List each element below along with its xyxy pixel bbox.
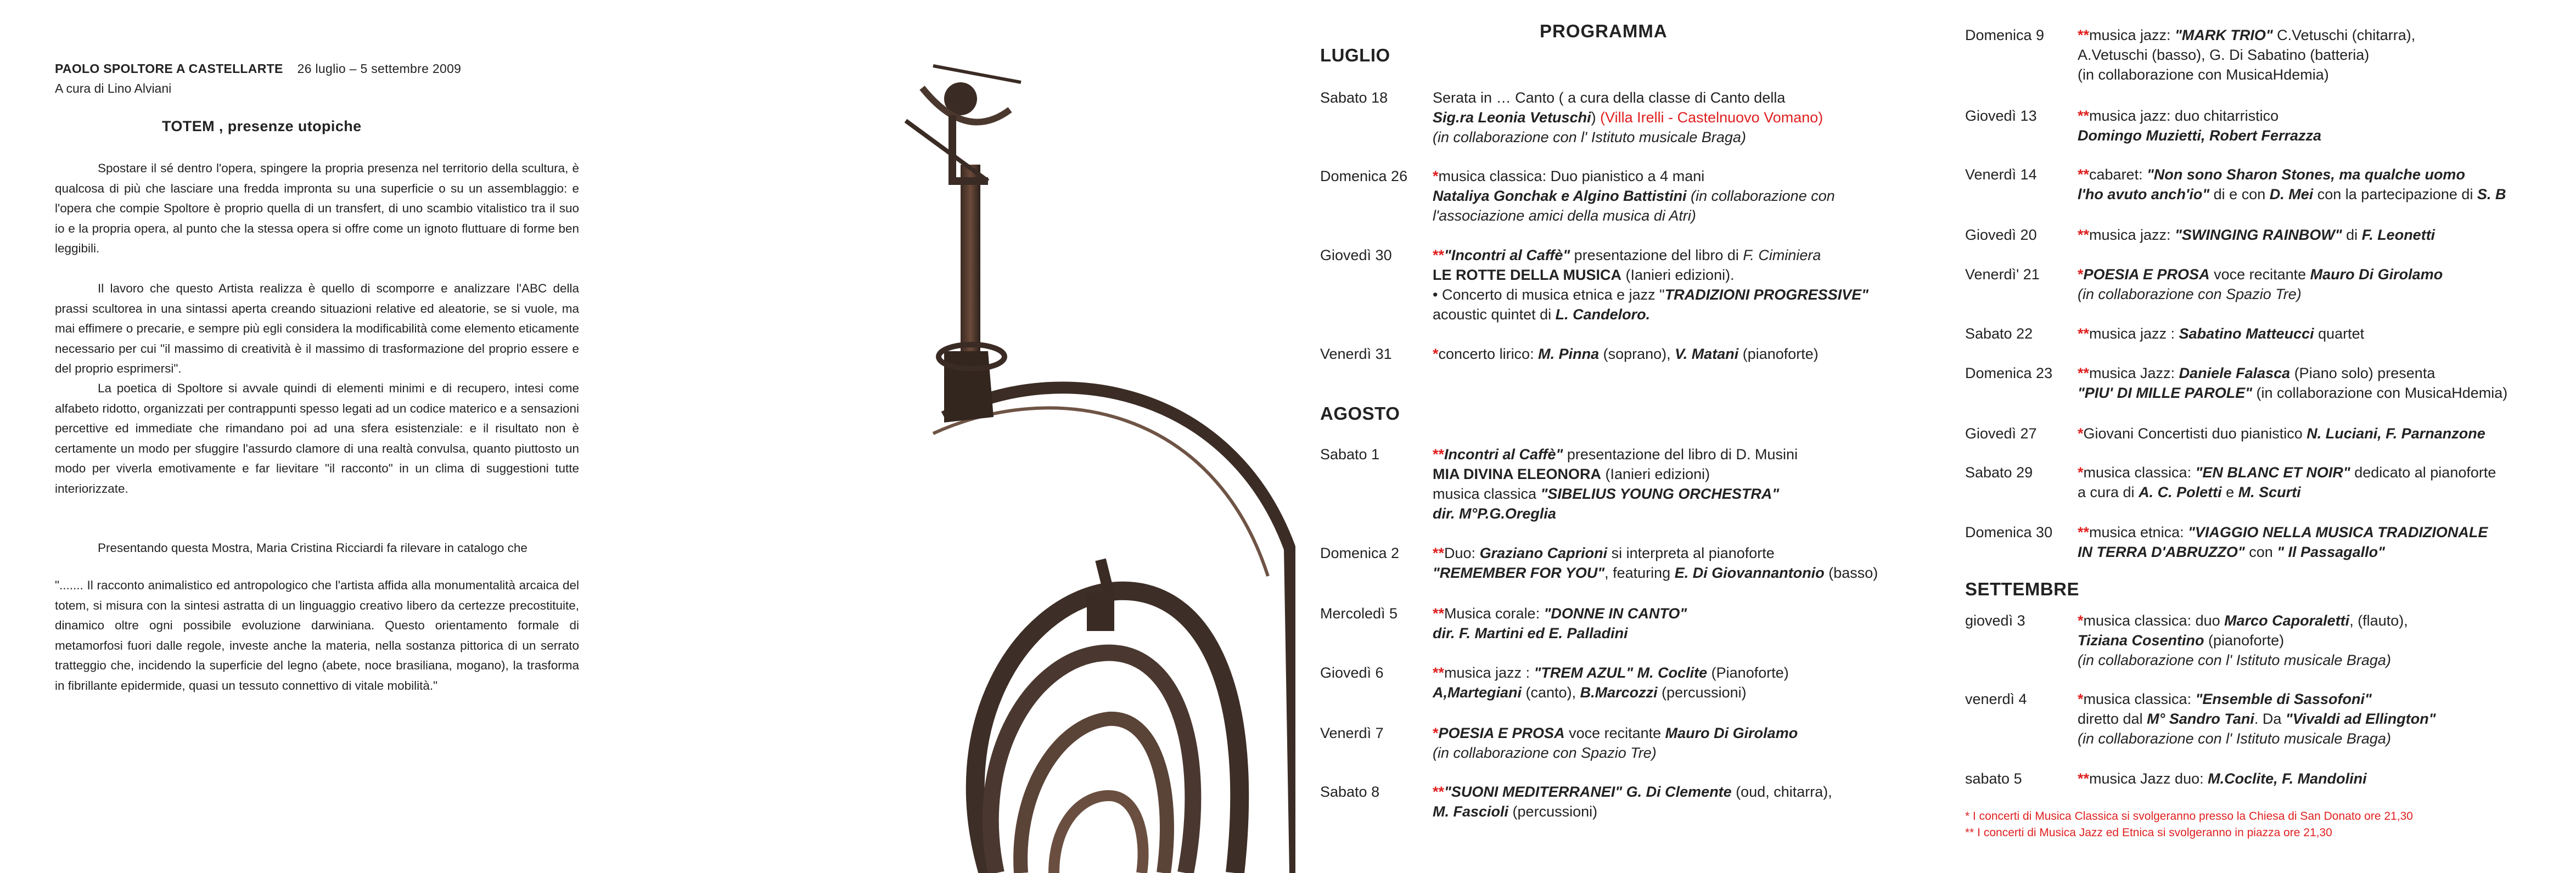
event-line (1433, 344, 1819, 364)
event-text: musica jazz: (2089, 27, 2175, 43)
event-line (1433, 265, 1868, 285)
event-text: cabaret: (2089, 166, 2147, 183)
event-day: giovedì 3 (1965, 612, 2025, 629)
essay-paragraph (55, 279, 579, 379)
event-title: TRADIZIONI PROGRESSIVE" (1664, 286, 1869, 303)
event-text: di e con (2209, 186, 2270, 202)
totem-sculpture-image (637, 0, 1295, 873)
event-collaboration: (in collaborazione con l' Istituto musicale Braga) (2078, 730, 2391, 747)
event-day: Domenica 2 (1320, 545, 1400, 561)
event-performer: M° Sandro Tani (2147, 711, 2254, 727)
essay-panel (0, 0, 637, 873)
double-asterisk: ** (2078, 27, 2090, 43)
event-line (1433, 563, 1878, 583)
event-line (1433, 663, 1789, 683)
event-text: (percussioni) (1508, 803, 1598, 820)
event-performer: Graziano Caprioni (1479, 545, 1608, 561)
event-text: (in collaborazione con (1686, 188, 1835, 204)
event-day: Sabato 18 (1320, 89, 1388, 106)
event-title: "Vivaldi ad Ellington" (2285, 711, 2436, 727)
event-collaboration: (in collaborazione con Spazio Tre) (1433, 745, 1657, 761)
event-line (2078, 482, 2496, 502)
event-performer: D. Mei (2269, 186, 2314, 202)
double-asterisk: ** (2078, 108, 2090, 124)
double-asterisk: ** (1433, 784, 1445, 800)
event-title: IN TERRA D'ABRUZZO" (2078, 544, 2245, 560)
event-title: "Incontri al Caffè" (1444, 247, 1570, 263)
event-performer: Mauro Di Girolamo (2310, 266, 2443, 283)
single-asterisk: * (1433, 725, 1439, 741)
event-day: sabato 5 (1965, 770, 2022, 787)
event-line (1433, 444, 1798, 464)
event-performer: Daniele Falasca (2179, 365, 2291, 381)
event-text: voce recitante (2209, 266, 2310, 283)
event-collaboration: (in collaborazione con l' Istituto musicale Braga) (2078, 652, 2391, 668)
exhibition-dates: 26 luglio – 5 settembre 2009 (297, 61, 462, 76)
curator-line: A cura di Lino Alviani (55, 81, 172, 95)
event-body (1433, 543, 1878, 583)
event-collaboration: (in collaborazione con Spazio Tre) (2078, 286, 2302, 302)
event-day: Giovedì 30 (1320, 247, 1392, 263)
event-text: Musica corale: (1444, 605, 1544, 622)
event-title: POESIA E PROSA (1438, 725, 1565, 741)
exhibition-name: PAOLO SPOLTORE A CASTELLARTE (55, 61, 283, 76)
double-asterisk: ** (1433, 446, 1445, 463)
event-performer: M. Pinna (1538, 346, 1600, 362)
event-text: musica classica: (2083, 464, 2196, 481)
event-body (1433, 782, 1832, 821)
event-line (1433, 802, 1832, 821)
event-performer: F. Leonetti (2361, 227, 2435, 243)
event-title: "MARK TRIO" (2175, 27, 2273, 43)
event-venue: (Villa Irelli - Castelnuovo Vomano) (1600, 109, 1823, 126)
event-performer: Tiziana Cosentino (2078, 632, 2204, 649)
double-asterisk: ** (2078, 770, 2090, 787)
event-text: (oud, chitarra), (1731, 784, 1832, 800)
event-body (2078, 324, 2364, 343)
event-day: Giovedì 27 (1965, 425, 2037, 442)
event-text: (pianoforte) (1738, 346, 1819, 362)
event-day: Sabato 29 (1965, 464, 2033, 481)
event-title: "Ensemble di Sassofoni" (2195, 691, 2372, 707)
event-line (1433, 604, 1687, 623)
event-line (2078, 689, 2436, 709)
event-text: quartet (2314, 325, 2365, 342)
event-line (2078, 184, 2506, 204)
event-body (2078, 225, 2435, 245)
event-performer: Sabatino Matteucci (2179, 325, 2314, 342)
event-text: , featuring (1604, 565, 1675, 581)
event-body (1433, 604, 1687, 643)
event-body (1433, 723, 1798, 763)
single-asterisk: * (2078, 612, 2084, 629)
book-title: LE ROTTE DELLA MUSICA (1433, 267, 1621, 283)
event-collaboration: l'associazione amici della musica di Atri) (1433, 207, 1696, 224)
event-body (2078, 25, 2415, 85)
event-text: Giovani Concertisti duo pianistico (2083, 425, 2307, 442)
event-title: "SIBELIUS YOUNG ORCHESTRA" (1540, 486, 1780, 502)
event-performer: Sig.ra Leonia Vetuschi (1433, 109, 1591, 126)
event-text: musica jazz: duo chitarristico (2089, 108, 2279, 124)
event-line (1433, 245, 1868, 265)
essay-paragraph (55, 159, 579, 259)
event-body (1433, 166, 1835, 226)
double-asterisk: ** (2078, 524, 2090, 540)
event-title: Incontri al Caffè" (1444, 446, 1563, 463)
event-performer: " Il Passagallo" (2277, 544, 2385, 560)
event-title: "PIU' DI MILLE PAROLE" (2078, 385, 2253, 401)
event-title: "DONNE IN CANTO" (1544, 605, 1687, 622)
essay-paragraph-text: La poetica di Spoltore si avvale quindi di elementi minimi e di recupero, intesi come alfabeto ridotto, organizzati per contrappunti spesso legati ad un codice materico e a sensazioni percettive ed immediate che rimandano poi ad una sfera esistenziale: e il risultato non è certamente un modo per sfuggire l'assurdo clamore di una realtà convulsa, quanto piuttosto un modo per viverla emotivamente e far lievitare "il racconto" in un clima di suggestioni tutte interiorizzate. (55, 381, 579, 495)
event-text: (basso) (1824, 565, 1878, 581)
event-line (1433, 683, 1789, 702)
event-text: (percussioni) (1657, 684, 1747, 701)
event-day: Domenica 30 (1965, 524, 2053, 540)
event-title: "TREM AZUL" (1534, 664, 1634, 681)
event-line (1433, 543, 1878, 563)
event-title: "Non sono Sharon Stones, ma qualche uomo (2147, 166, 2465, 183)
double-asterisk: ** (1433, 545, 1445, 561)
event-director: dir. F. Martini ed E. Palladini (1433, 625, 1628, 641)
month-heading-settembre: SETTEMBRE (1965, 579, 2080, 599)
event-day: Domenica 23 (1965, 365, 2053, 381)
event-line (1433, 108, 1823, 127)
event-performer: A. C. Poletti (2139, 484, 2222, 500)
event-line (1433, 782, 1832, 802)
event-body (2078, 424, 2485, 443)
event-text: musica Jazz: (2089, 365, 2179, 381)
event-text: e (2221, 484, 2238, 500)
event-text: musica Jazz duo: (2089, 770, 2208, 787)
event-line (1433, 464, 1798, 484)
event-day: venerdì 4 (1965, 691, 2027, 707)
event-body (1433, 663, 1789, 702)
event-text: Duo: (1444, 545, 1480, 561)
event-line (2078, 225, 2435, 245)
single-asterisk: * (2078, 464, 2084, 481)
event-text: concerto lirico: (1438, 346, 1539, 362)
double-asterisk: ** (1433, 664, 1445, 681)
event-body (2078, 165, 2506, 204)
event-day: Venerdì' 21 (1965, 266, 2040, 283)
event-text: • Concerto di musica etnica e jazz " (1433, 286, 1665, 303)
event-text: di (2342, 227, 2362, 243)
event-text: musica classica: (2083, 691, 2196, 707)
event-performer: A,Martegiani (1433, 684, 1522, 701)
event-line (1433, 285, 1868, 305)
double-asterisk: ** (2078, 227, 2090, 243)
event-line (2078, 630, 2408, 650)
event-performer: G. Di Clemente (1622, 784, 1732, 800)
event-text: (Ianieri edizioni). (1621, 267, 1735, 283)
event-day: Venerdì 31 (1320, 346, 1392, 362)
event-line (1433, 186, 1835, 206)
event-title: "SUONI MEDITERRANEI" (1444, 784, 1623, 800)
event-line (1433, 484, 1798, 504)
footnote-classical: * I concerti di Musica Classica si svolgeranno presso la Chiesa di San Donato ore 21,30 (1965, 810, 2413, 823)
essay-paragraph-text: Presentando questa Mostra, Maria Cristina Ricciardi fa rilevare in catalogo che (98, 541, 527, 555)
single-asterisk: * (2078, 691, 2084, 707)
event-line (1433, 723, 1798, 743)
event-line (1433, 305, 1868, 324)
event-text: ) (1591, 109, 1601, 126)
event-text: musica classica: Duo pianistico a 4 mani (1438, 168, 1705, 184)
event-line (2078, 363, 2507, 383)
single-asterisk: * (1433, 346, 1439, 362)
event-text: a cura di (2078, 484, 2139, 500)
event-line (1433, 166, 1835, 186)
event-line (2078, 383, 2507, 403)
event-body (2078, 106, 2321, 145)
essay-quote-text: "....... Il racconto animalistico ed antropologico che l'artista affida alla monumentalità arcaica del totem, si misura con la sintesi astratta di un linguaggio creativo libero da certezze precostituite, dinamico oltre ogni possibile evoluzione darwiniana. Questo orientamento formale di metamorfosi fuori dalle regole, investe anche la materia, nella sostanza pittorica di un serrato tratteggio che, incidendo la superficie del legno (abete, noce brasiliana, mogano), la trasforma in fibrillante epidermide, quasi un tessuto connettivo di vitale mobilità." (55, 578, 579, 692)
event-performer: Marco Caporaletti (2224, 612, 2350, 629)
event-text: musica jazz: (2089, 227, 2175, 243)
event-performer: Nataliya Gonchak e Algino Battistini (1433, 188, 1687, 204)
event-director: dir. M°P.G.Oreglia (1433, 505, 1556, 522)
essay-quote (55, 576, 579, 696)
single-asterisk: * (2078, 266, 2084, 283)
event-performer: B.Marcozzi (1580, 684, 1658, 701)
event-line (2078, 25, 2415, 45)
event-line (2078, 542, 2488, 562)
event-text: dedicato al pianoforte (2350, 464, 2496, 481)
event-performer: M.Coclite, F. Mandolini (2208, 770, 2367, 787)
event-text: voce recitante (1564, 725, 1665, 741)
event-performer: Domingo Muzietti, Robert Ferrazza (2078, 127, 2322, 144)
event-body (2078, 264, 2443, 304)
essay-paragraph (55, 379, 579, 499)
event-performer: S. B (2477, 186, 2506, 202)
event-line (2078, 522, 2488, 542)
essay-paragraph (55, 538, 579, 559)
event-title: "SWINGING RAINBOW" (2175, 227, 2342, 243)
event-body (2078, 463, 2496, 502)
event-text: , (flauto), (2349, 612, 2408, 629)
event-body (1433, 88, 1823, 147)
event-text: (pianoforte) (2204, 632, 2285, 649)
event-day: Venerdì 14 (1965, 166, 2037, 183)
event-text: presentazione del libro di D. Musini (1563, 446, 1798, 463)
event-text: (Ianieri edizioni) (1601, 466, 1710, 482)
month-heading-luglio: LUGLIO (1320, 45, 1390, 65)
event-performer: E. Di Giovannantonio (1674, 565, 1825, 581)
event-text: acoustic quintet di (1433, 306, 1556, 323)
event-day: Giovedì 6 (1320, 664, 1384, 681)
event-performer: M. Fascioli (1433, 803, 1509, 820)
event-performer: L. Candeloro. (1555, 306, 1651, 323)
event-text: (Piano solo) presenta (2290, 365, 2435, 381)
event-day: Sabato 8 (1320, 784, 1380, 800)
event-day: Sabato 22 (1965, 325, 2033, 342)
event-day: Giovedì 20 (1965, 227, 2037, 243)
exhibition-header (55, 61, 461, 76)
event-line (2078, 165, 2506, 184)
event-line: A.Vetuschi (basso), G. Di Sabatino (batteria) (2078, 47, 2370, 63)
event-body (1433, 245, 1868, 324)
event-line (2078, 709, 2436, 729)
book-title: MIA DIVINA ELEONORA (1433, 466, 1602, 482)
event-text: musica etnica: (2089, 524, 2188, 540)
event-text: (in collaborazione con MusicaHdemia) (2252, 385, 2508, 401)
event-text: diretto dal (2078, 711, 2147, 727)
event-line (2078, 611, 2408, 630)
single-asterisk: * (1433, 168, 1439, 184)
event-body (2078, 611, 2408, 670)
event-performer: V. Matani (1675, 346, 1739, 362)
event-title: "EN BLANC ET NOIR" (2195, 464, 2350, 481)
event-line (2078, 106, 2321, 126)
event-text: si interpreta al pianoforte (1607, 545, 1775, 561)
event-author: F. Ciminiera (1743, 247, 1821, 263)
event-text: . Da (2254, 711, 2286, 727)
event-body (1433, 344, 1819, 364)
event-text: presentazione del libro di (1570, 247, 1743, 263)
event-collaboration: (in collaborazione con MusicaHdemia) (2078, 66, 2329, 83)
event-performer: Mauro Di Girolamo (1665, 725, 1798, 741)
event-body (2078, 363, 2507, 403)
double-asterisk: ** (2078, 325, 2090, 342)
month-heading-agosto: AGOSTO (1320, 403, 1400, 424)
event-collaboration: (in collaborazione con l' Istituto musicale Braga) (1433, 129, 1746, 145)
event-performer: M. Scurti (2238, 484, 2301, 500)
event-body (2078, 689, 2436, 748)
event-line (2078, 424, 2485, 443)
essay-title: TOTEM , presenze utopiche (162, 118, 362, 134)
event-day: Giovedì 13 (1965, 108, 2037, 124)
event-title: POESIA E PROSA (2083, 266, 2210, 283)
event-performer: N. Luciani, F. Parnanzone (2306, 425, 2485, 442)
event-line: Serata in … Canto ( a cura della classe di Canto della (1433, 89, 1786, 106)
footnote-jazz: ** I concerti di Musica Jazz ed Etnica si svolgeranno in piazza ore 21,30 (1965, 826, 2332, 839)
event-text: (canto), (1522, 684, 1580, 701)
event-day: Sabato 1 (1320, 446, 1380, 463)
event-text: C.Vetuschi (chitarra), (2272, 27, 2416, 43)
event-day: Domenica 26 (1320, 168, 1408, 184)
event-day: Venerdì 7 (1320, 725, 1384, 741)
event-body (1433, 444, 1798, 523)
event-body (2078, 522, 2488, 562)
event-line (2078, 463, 2496, 482)
event-body (2078, 769, 2367, 788)
event-title: "VIAGGIO NELLA MUSICA TRADIZIONALE (2188, 524, 2488, 540)
double-asterisk: ** (1433, 247, 1445, 263)
double-asterisk: ** (1433, 605, 1445, 622)
event-text: con la partecipazione di (2313, 186, 2477, 202)
double-asterisk: ** (2078, 365, 2090, 381)
event-text: musica jazz : (2089, 325, 2179, 342)
event-day: Mercoledì 5 (1320, 605, 1398, 622)
event-performer: M. Coclite (1633, 664, 1708, 681)
event-line (2078, 769, 2367, 788)
event-line (2078, 264, 2443, 284)
event-text: musica classica (1433, 486, 1541, 502)
essay-paragraph-text: Il lavoro che questo Artista realizza è quello di scomporre e analizzare l'ABC della prassi scultorea in una sintassi aperta creando situazioni relative ed aleatorie, se si vuole, ma mai effimere o precarie, e sempre più egli considera la modificabilità come elemento eticamente necessario per cui "il massimo di creatività è il massimo di trasformazione del proprio essere e del proprio esprimersi". (55, 281, 579, 375)
event-text: musica jazz : (1444, 664, 1534, 681)
single-asterisk: * (2078, 425, 2084, 442)
event-text: con (2244, 544, 2277, 560)
programme-title: PROGRAMMA (1540, 21, 1668, 41)
event-text: musica classica: duo (2083, 612, 2225, 629)
event-line (2078, 324, 2364, 343)
event-title: "REMEMBER FOR YOU" (1433, 565, 1605, 581)
sculpture-photo (637, 0, 1295, 873)
event-text: (soprano), (1599, 346, 1675, 362)
event-text: (Pianoforte) (1707, 664, 1789, 681)
essay-paragraph-text: Spostare il sé dentro l'opera, spingere la propria presenza nel territorio della scultura, è qualcosa di più che lasciare una fredda impronta su una superficie o su un assemblaggio: e l'opera che compie Spoltore è proprio quella di un transfert, di uno scambio vitalistico tra il suo io e la propria opera, al punto che la stessa opera si offre come un ignoto fluttuare di forme ben leggibili. (55, 161, 579, 255)
event-title: l'ho avuto anch'io" (2078, 186, 2210, 202)
event-day: Domenica 9 (1965, 27, 2045, 43)
double-asterisk: ** (2078, 166, 2090, 183)
